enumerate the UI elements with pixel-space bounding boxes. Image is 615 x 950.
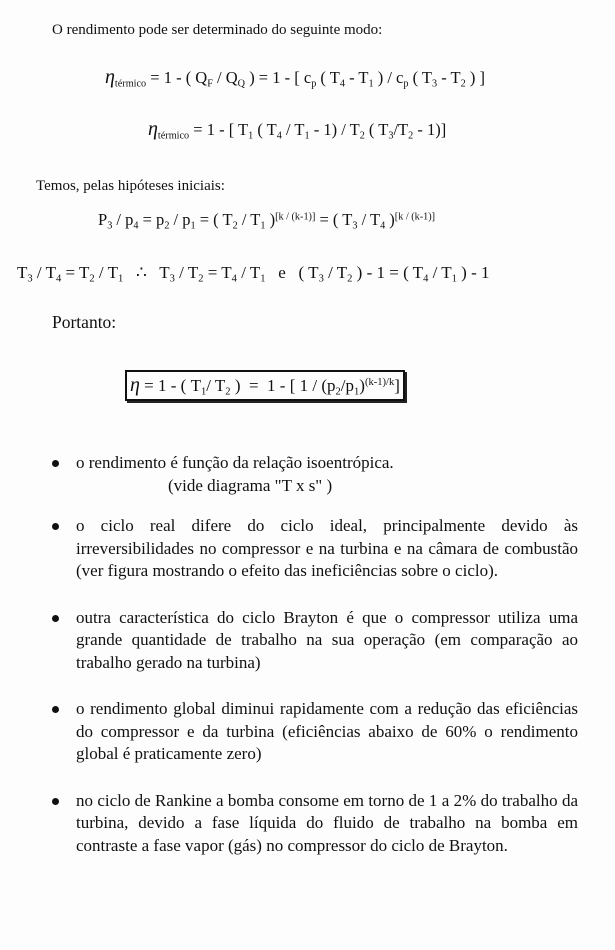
efficiency-equation-1: $\eta_{térmico} = 1$ - ( $Q_F / Q_Q$ ) = 1 - [ $c_p$ ( $T_4 - T_1$ ) / $c_p$ ( $T_3 - T_2$ ) ] <box>105 66 485 90</box>
bullet-icon <box>52 798 59 805</box>
bullet-list <box>48 452 578 857</box>
eta-symbol: η <box>148 118 158 140</box>
hypotheses-text: Temos, pelas hipóteses iniciais: <box>36 178 225 194</box>
bullet-icon <box>52 460 59 467</box>
list-item: o ciclo real difere do ciclo ideal, principalmente devido às irreversibilidades no compressor e na turbina e na câmara de combustão (ver figura mostrando o efeito das ineficiências sobre o ciclo). <box>48 515 578 583</box>
list-item: no ciclo de Rankine a bomba consome em torno de 1 a 2% do trabalho da turbina, devido a fase líquida do fluido de trabalho na bomba em contraste a fase vapor (gás) no compressor do ciclo de Brayton. <box>48 790 578 858</box>
pressure-ratio-equation: $P_3 / p_4 = p_2 / p_1$ = ( $T_2 / T_1$ )[k / (k-1)] = ( $T_3 / T_4$ )[k / (k-1)] <box>98 210 436 232</box>
temperature-ratio-equation: $T_3 / T_4 = T_2 / T_1$ ∴ $T_3 / T_2 = T_4 / T_1$ e ( $T_3 / T_2$ ) - 1 = ( $T_4 / T_1$ ) - 1 <box>17 263 490 285</box>
bullet-icon <box>52 523 59 530</box>
eta-symbol: η <box>105 66 115 88</box>
therefore-text: Portanto: <box>52 312 117 332</box>
bullet-icon <box>52 615 59 622</box>
bullet-icon <box>52 706 59 713</box>
list-item: outra característica do ciclo Brayton é que o compressor utiliza uma grande quantidade de trabalho na sua operação (em comparação ao trabalho gerado na turbina) <box>48 607 578 675</box>
eta-symbol: η <box>130 374 140 396</box>
boxed-efficiency-formula: η = 1 - ( $T_1/$ $T_2$ ) = 1 - [ $1 / (p_2/p_1)^{(k-1)/k}$] <box>125 370 405 401</box>
intro-text: O rendimento pode ser determinado do seguinte modo: <box>52 22 383 38</box>
list-item: o rendimento é função da relação isoentrópica. (vide diagrama "T x s" ) <box>48 452 578 497</box>
efficiency-equation-2: $\eta_{térmico} = 1$ - [ $T_1$ ( $T_4 / T_1 - 1) / T_2$ ( $T_3/T_2 - 1$)] <box>148 118 447 142</box>
list-item: o rendimento global diminui rapidamente com a redução das eficiências do compressor e da turbina (eficiências abaixo de 60% o rendimento global é praticamente zero) <box>48 698 578 766</box>
